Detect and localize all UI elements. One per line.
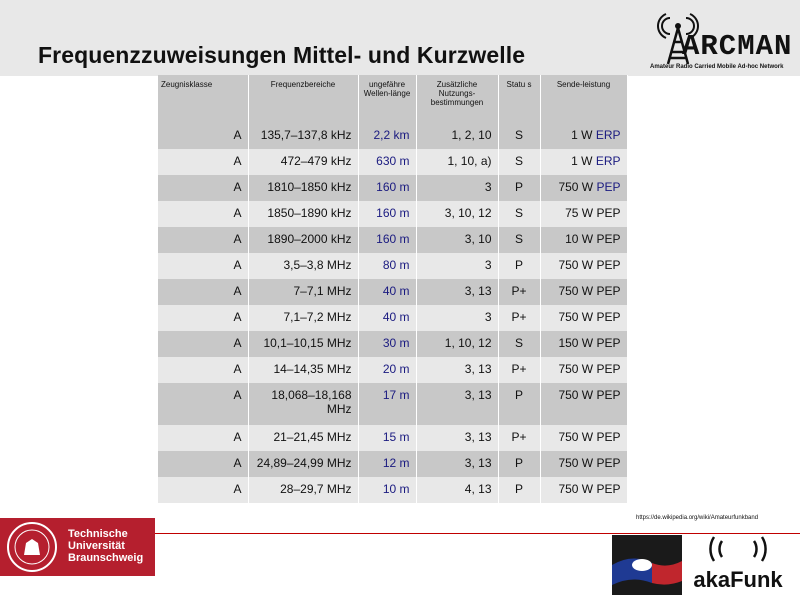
- cell-zeugnisklasse: A: [158, 425, 248, 451]
- cell-status: S: [498, 331, 540, 357]
- cell-sendeleistung: [540, 305, 627, 331]
- power-value: 10 W: [565, 232, 594, 246]
- cell-sendeleistung: [540, 357, 627, 383]
- cell-wellenlaenge: 80 m: [358, 253, 416, 279]
- tu-logo-text: [68, 528, 143, 564]
- table-row: [158, 201, 627, 227]
- cell-wellenlaenge: 17 m: [358, 383, 416, 425]
- cell-zeugnisklasse: A: [158, 383, 248, 425]
- cell-nutzungsbestimmungen: 3: [416, 305, 498, 331]
- cell-frequenzbereich: 14–14,35 MHz: [248, 357, 358, 383]
- cell-status: S: [498, 149, 540, 175]
- table-row: [158, 175, 627, 201]
- header-status: Statu s: [498, 75, 540, 123]
- cell-zeugnisklasse: A: [158, 305, 248, 331]
- cell-sendeleistung: [540, 253, 627, 279]
- cell-nutzungsbestimmungen: 3, 13: [416, 383, 498, 425]
- tu-line-2: Universität: [68, 540, 125, 552]
- power-value: 1 W: [571, 154, 593, 168]
- cell-sendeleistung: [540, 383, 627, 425]
- table-row: [158, 477, 627, 503]
- cell-frequenzbereich: 1890–2000 kHz: [248, 227, 358, 253]
- table-row: [158, 357, 627, 383]
- power-unit: PEP: [596, 456, 621, 470]
- cell-status: P: [498, 383, 540, 425]
- cell-sendeleistung: [540, 425, 627, 451]
- cell-wellenlaenge: 40 m: [358, 305, 416, 331]
- power-unit: PEP: [596, 258, 621, 272]
- cell-wellenlaenge: 160 m: [358, 175, 416, 201]
- power-unit: PEP: [596, 206, 621, 220]
- power-value: 750 W: [558, 284, 594, 298]
- tu-line-1: Technische: [68, 528, 128, 540]
- cell-sendeleistung: [540, 201, 627, 227]
- cell-frequenzbereich: 10,1–10,15 MHz: [248, 331, 358, 357]
- cell-frequenzbereich: 3,5–3,8 MHz: [248, 253, 358, 279]
- cell-nutzungsbestimmungen: 3, 13: [416, 425, 498, 451]
- table-row: [158, 331, 627, 357]
- cell-status: S: [498, 201, 540, 227]
- cell-frequenzbereich: 1850–1890 kHz: [248, 201, 358, 227]
- header-zeugnisklasse: Zeugnisklasse: [158, 75, 248, 123]
- cell-nutzungsbestimmungen: 1, 2, 10: [416, 123, 498, 149]
- table-row: [158, 451, 627, 477]
- cell-frequenzbereich: 7,1–7,2 MHz: [248, 305, 358, 331]
- table-row: [158, 253, 627, 279]
- table-row: [158, 279, 627, 305]
- cell-wellenlaenge: 12 m: [358, 451, 416, 477]
- page-title: Frequenzzuweisungen Mittel- und Kurzwelle: [38, 42, 526, 68]
- power-value: 750 W: [558, 258, 594, 272]
- cell-nutzungsbestimmungen: 3, 10, 12: [416, 201, 498, 227]
- cell-zeugnisklasse: A: [158, 201, 248, 227]
- power-unit: PEP: [596, 362, 621, 376]
- cell-status: P+: [498, 305, 540, 331]
- table-row: [158, 149, 627, 175]
- power-unit: PEP: [596, 232, 621, 246]
- cell-frequenzbereich: 472–479 kHz: [248, 149, 358, 175]
- power-value: 750 W: [558, 456, 594, 470]
- cell-sendeleistung: [540, 149, 627, 175]
- cell-zeugnisklasse: A: [158, 227, 248, 253]
- power-unit: ERP: [595, 154, 621, 168]
- header-nutzungsbestimmungen: Zusätzliche Nutzungs-bestimmungen: [416, 75, 498, 123]
- cell-wellenlaenge: 15 m: [358, 425, 416, 451]
- cell-wellenlaenge: 20 m: [358, 357, 416, 383]
- table-row: [158, 383, 627, 425]
- cell-zeugnisklasse: A: [158, 279, 248, 305]
- tu-braunschweig-logo: [0, 518, 155, 576]
- cell-wellenlaenge: 160 m: [358, 201, 416, 227]
- table-row: [158, 425, 627, 451]
- cell-status: P: [498, 253, 540, 279]
- tu-seal-icon: [6, 521, 58, 573]
- cell-zeugnisklasse: A: [158, 123, 248, 149]
- power-value: 75 W: [565, 206, 594, 220]
- cell-sendeleistung: [540, 279, 627, 305]
- cell-frequenzbereich: 24,89–24,99 MHz: [248, 451, 358, 477]
- power-value: 750 W: [558, 180, 594, 194]
- cell-nutzungsbestimmungen: 1, 10, a): [416, 149, 498, 175]
- cell-nutzungsbestimmungen: 3: [416, 253, 498, 279]
- power-unit: PEP: [596, 430, 621, 444]
- cell-status: S: [498, 227, 540, 253]
- power-unit: PEP: [596, 388, 621, 402]
- power-value: 750 W: [558, 482, 594, 496]
- cell-frequenzbereich: 18,068–18,168 MHz: [248, 383, 358, 425]
- cell-sendeleistung: [540, 123, 627, 149]
- table-row: [158, 227, 627, 253]
- power-unit: PEP: [596, 284, 621, 298]
- cell-zeugnisklasse: A: [158, 331, 248, 357]
- flag-logo: [612, 535, 682, 595]
- cell-wellenlaenge: 40 m: [358, 279, 416, 305]
- power-value: 750 W: [558, 310, 594, 324]
- cell-zeugnisklasse: A: [158, 357, 248, 383]
- power-value: 750 W: [558, 388, 594, 402]
- cell-frequenzbereich: 7–7,1 MHz: [248, 279, 358, 305]
- cell-frequenzbereich: 135,7–137,8 kHz: [248, 123, 358, 149]
- akafunk-logo: [684, 535, 794, 595]
- power-value: 750 W: [558, 362, 594, 376]
- cell-sendeleistung: [540, 451, 627, 477]
- cell-nutzungsbestimmungen: 3, 10: [416, 227, 498, 253]
- header-frequenzbereiche: Frequenzbereiche: [248, 75, 358, 123]
- cell-zeugnisklasse: A: [158, 451, 248, 477]
- cell-nutzungsbestimmungen: 3: [416, 175, 498, 201]
- cell-nutzungsbestimmungen: 4, 13: [416, 477, 498, 503]
- table-row: [158, 305, 627, 331]
- power-unit: PEP: [596, 482, 621, 496]
- cell-frequenzbereich: 1810–1850 kHz: [248, 175, 358, 201]
- power-unit: ERP: [595, 128, 621, 142]
- cell-sendeleistung: [540, 331, 627, 357]
- cell-sendeleistung: [540, 227, 627, 253]
- cell-status: P+: [498, 279, 540, 305]
- cell-wellenlaenge: 630 m: [358, 149, 416, 175]
- cell-frequenzbereich: 21–21,45 MHz: [248, 425, 358, 451]
- cell-zeugnisklasse: A: [158, 175, 248, 201]
- power-value: 150 W: [558, 336, 594, 350]
- cell-wellenlaenge: 160 m: [358, 227, 416, 253]
- source-link[interactable]: https://de.wikipedia.org/wiki/Amateurfunkband: [636, 515, 759, 521]
- cell-nutzungsbestimmungen: 3, 13: [416, 451, 498, 477]
- table-header-row: [158, 75, 627, 123]
- cell-status: P+: [498, 357, 540, 383]
- cell-nutzungsbestimmungen: 3, 13: [416, 357, 498, 383]
- power-value: 1 W: [571, 128, 593, 142]
- cell-nutzungsbestimmungen: 3, 13: [416, 279, 498, 305]
- cell-status: S: [498, 123, 540, 149]
- arcman-logo-text: ARCMAN: [682, 30, 793, 63]
- cell-wellenlaenge: 10 m: [358, 477, 416, 503]
- cell-zeugnisklasse: A: [158, 149, 248, 175]
- header-wellenlaenge: ungefähre Wellen-länge: [358, 75, 416, 123]
- header-sendeleistung: Sende-leistung: [540, 75, 627, 123]
- cell-status: P: [498, 175, 540, 201]
- power-unit: PEP: [596, 336, 621, 350]
- flag-icon: [612, 535, 682, 595]
- cell-zeugnisklasse: A: [158, 253, 248, 279]
- cell-zeugnisklasse: A: [158, 477, 248, 503]
- akafunk-logo-text: akaFunk: [693, 567, 783, 592]
- cell-status: P+: [498, 425, 540, 451]
- table-row: [158, 123, 627, 149]
- cell-wellenlaenge: 30 m: [358, 331, 416, 357]
- cell-nutzungsbestimmungen: 1, 10, 12: [416, 331, 498, 357]
- cell-frequenzbereich: 28–29,7 MHz: [248, 477, 358, 503]
- frequency-table: [158, 75, 628, 503]
- power-unit: PEP: [596, 310, 621, 324]
- power-unit: PEP: [596, 180, 621, 194]
- cell-sendeleistung: [540, 477, 627, 503]
- cell-status: P: [498, 451, 540, 477]
- arcman-logo-subtitle: Amateur Radio Carried Mobile Ad-hoc Network: [650, 64, 784, 70]
- power-value: 750 W: [558, 430, 594, 444]
- cell-status: P: [498, 477, 540, 503]
- cell-sendeleistung: [540, 175, 627, 201]
- tu-line-3: Braunschweig: [68, 552, 144, 564]
- cell-wellenlaenge: 2,2 km: [358, 123, 416, 149]
